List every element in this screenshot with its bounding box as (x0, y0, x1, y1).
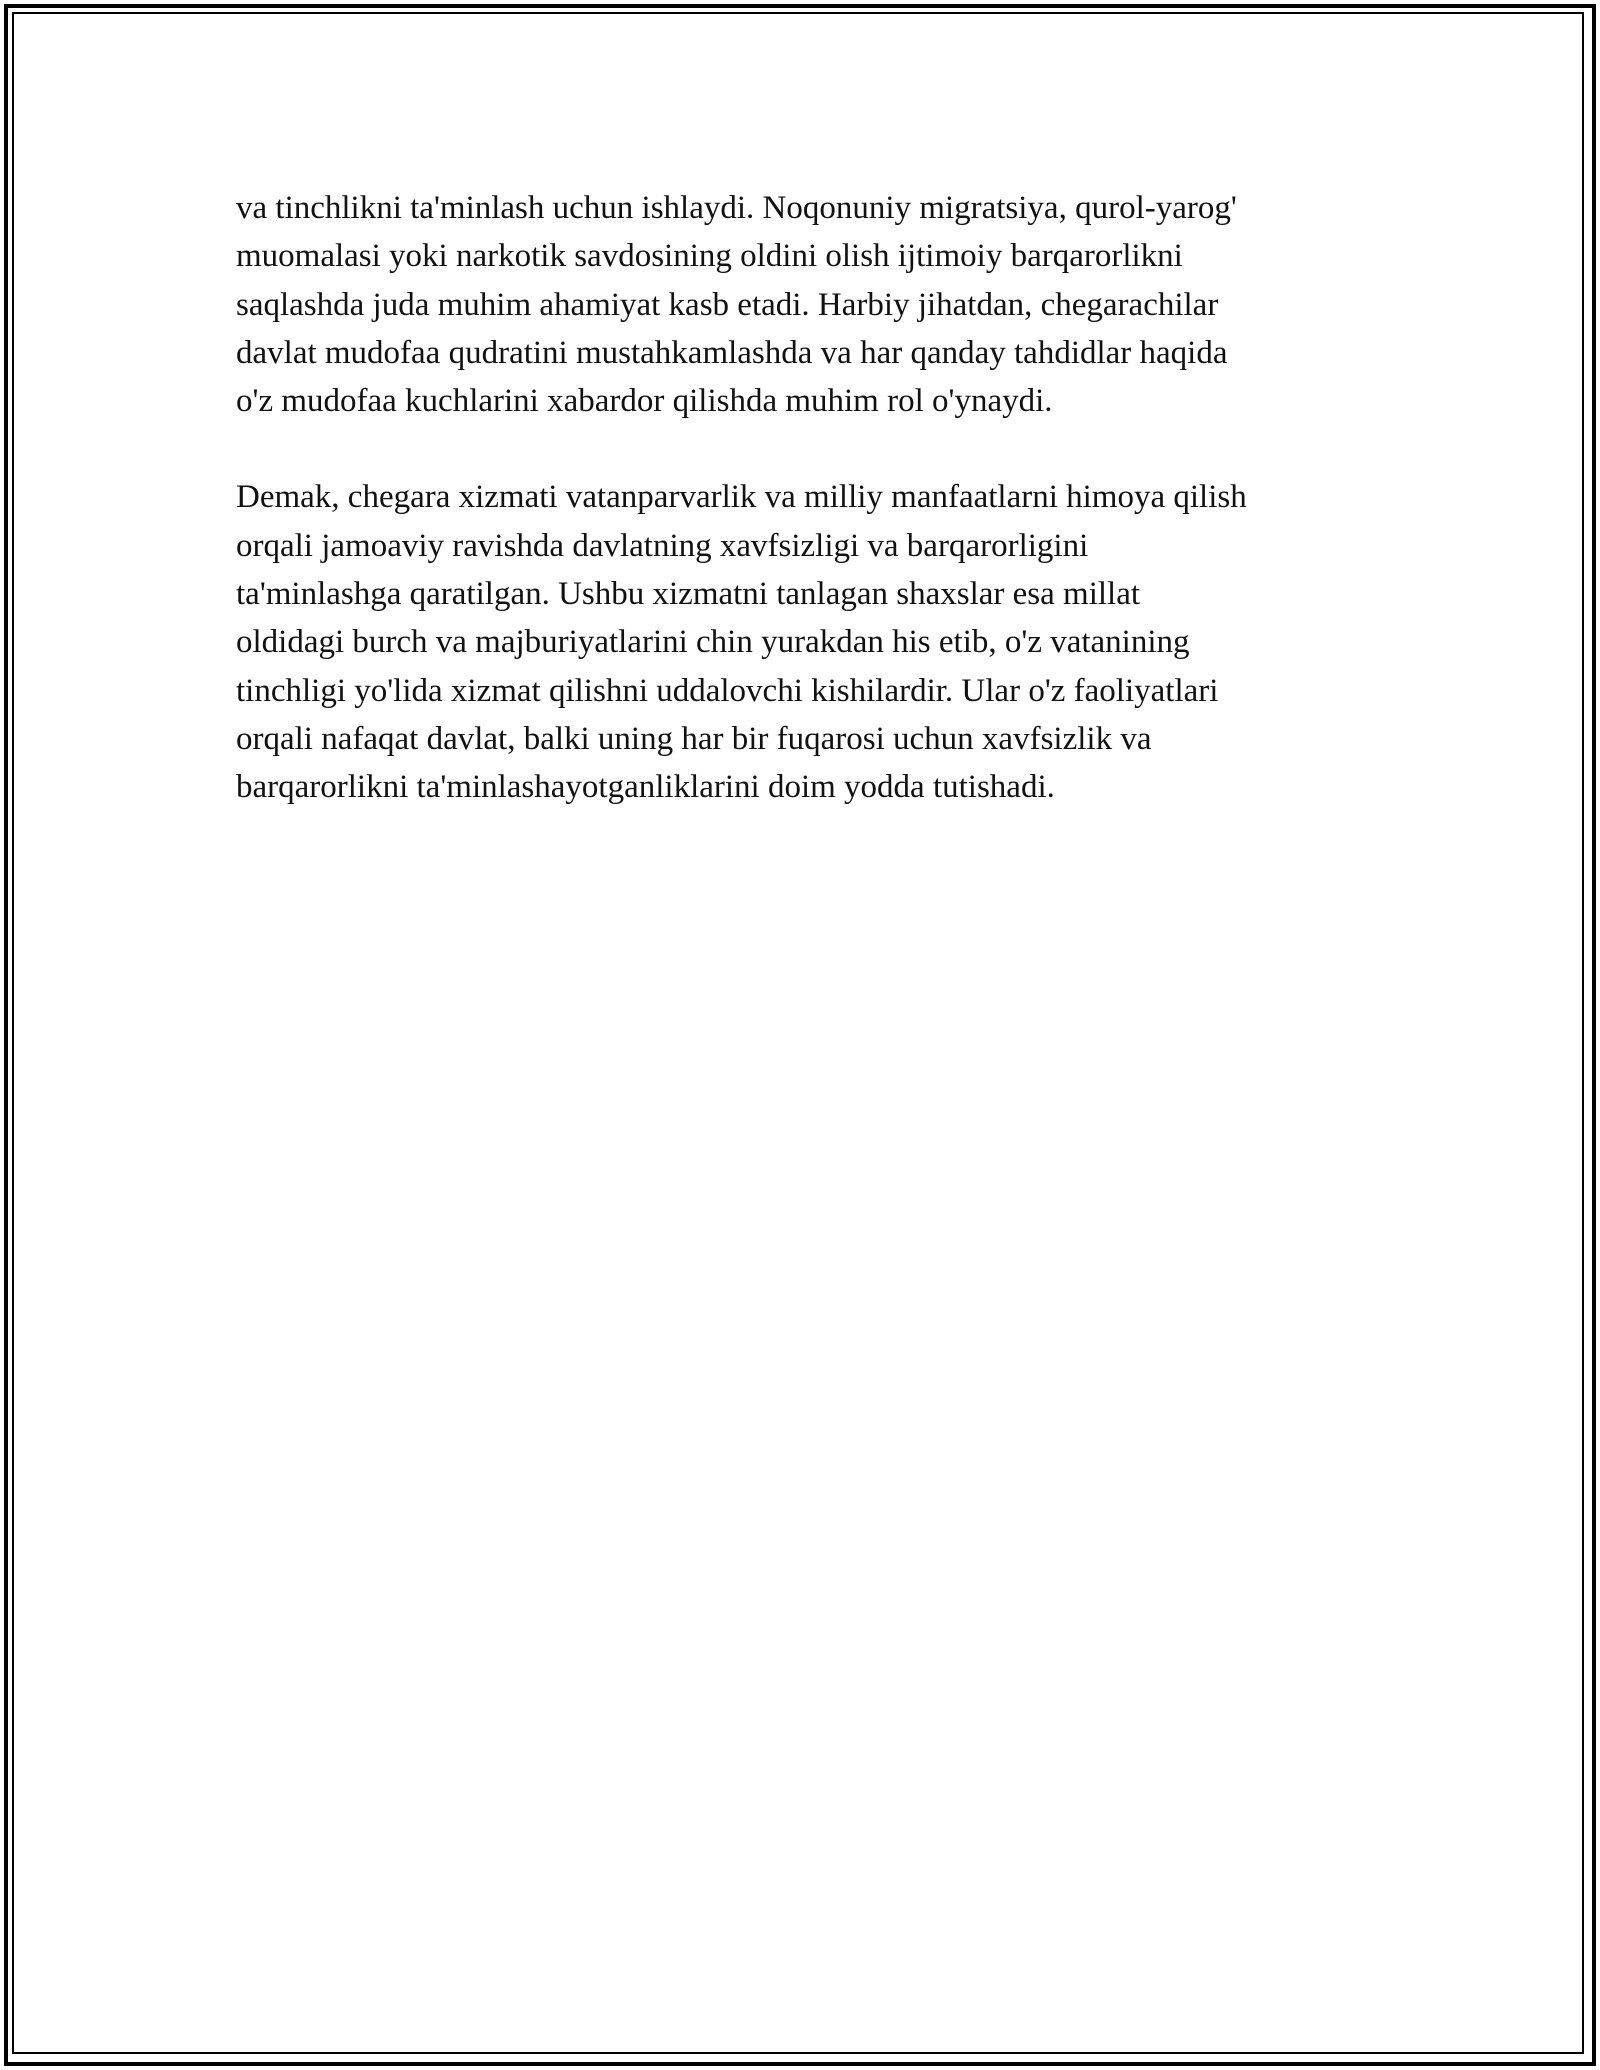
document-body (236, 184, 1386, 812)
paragraph-2: Demak, chegara xizmati vatanparvarlik va milliy manfaatlarni himoya qilish orqali jamoaviy ravishda davlatning xavfsizligi va barqarorligini ta'minlashga qaratilgan. Ushbu xizmatni tanlagan shaxslar esa millat oldidagi burch va majburiyatlarini chin yurakdan his etib, o'z vatanining tinchligi yo'lida xizmat qilishni uddalovchi kishilardir. Ular o'z faoliyatlari orqali nafaqat davlat, balki uning har bir fuqarosi uchun xavfsizlik va barqarorlikni ta'minlashayotganliklarini doim yodda tutishadi. (236, 479, 1247, 806)
paragraph-1: va tinchlikni ta'minlash uchun ishlaydi. Noqonuniy migratsiya, qurol-yarog' muomalasi yoki narkotik savdosining oldini olish ijtimoiy barqarorlikni saqlashda juda muhim ahamiyat kasb etadi. Harbiy jihatdan, chegarachilar davlat mudofaa qudratini mustahkamlashda va har qanday tahdidlar haqida o'z mudofaa kuchlarini xabardor qilishda muhim rol o'ynaydi. (236, 190, 1237, 420)
